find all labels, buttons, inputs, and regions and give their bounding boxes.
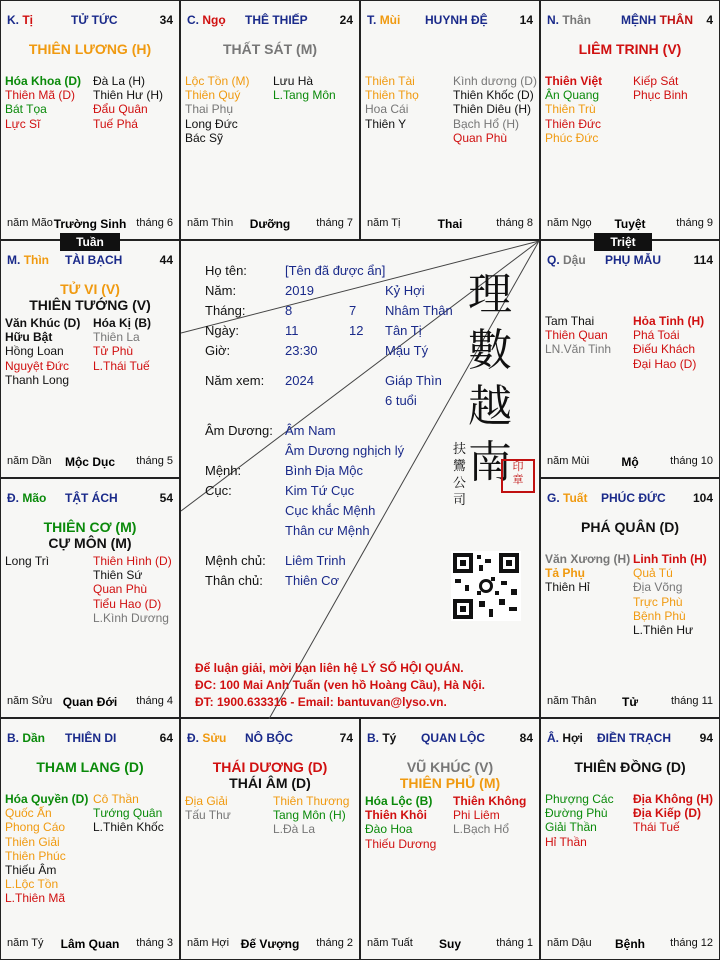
- palace-month: tháng 8: [496, 217, 533, 229]
- palace-header: [7, 13, 173, 29]
- hour-label: Giờ:: [205, 343, 231, 358]
- minor-star: Thiên Hư (H): [93, 88, 164, 103]
- minor-star: Long Trì: [5, 554, 50, 568]
- amduong-note: Âm Dương nghịch lý: [285, 443, 405, 458]
- life-stage: Lâm Quan: [60, 937, 120, 951]
- palace-number: 94: [699, 731, 713, 745]
- amduong-value: Âm Nam: [285, 423, 336, 438]
- month-solar: 8: [285, 303, 293, 318]
- year-can: Kỷ Hợi: [385, 283, 425, 298]
- minor-star: Hóa Quyền (D): [5, 792, 89, 806]
- palace-month: tháng 6: [136, 217, 173, 229]
- minor-star: Kiếp Sát: [633, 74, 679, 88]
- branch-name: Sửu: [202, 731, 227, 745]
- branch-name: Thân: [562, 13, 592, 27]
- calligraphy-logo: 理 數 越 南: [468, 269, 512, 488]
- cuc-note: Cục khắc Mệnh: [285, 503, 376, 518]
- palace-name: THÊ THIẾP: [245, 13, 308, 27]
- minor-star: Tang Môn (H): [273, 808, 346, 823]
- star-list-right: [633, 74, 688, 102]
- branch-name: Tuất: [563, 491, 588, 505]
- minor-star: Kình dương (D): [453, 74, 537, 88]
- palace-month: tháng 4: [136, 695, 173, 707]
- palace-name: TẬT ÁCH: [65, 491, 118, 505]
- day-lunar: 12: [349, 323, 364, 338]
- triet-marker: Triệt: [594, 233, 652, 251]
- minor-star: Cô Thần: [93, 792, 139, 806]
- palace-name: QUAN LỘC: [421, 731, 485, 745]
- seal-small-text: 扶鸞公司: [453, 442, 467, 508]
- minor-star: Thiên Sứ: [93, 568, 143, 583]
- minor-star: Thiên Hình (D): [93, 554, 172, 568]
- star-list-left: [185, 794, 231, 822]
- day-solar: 11: [285, 323, 299, 338]
- amduong-label: Âm Dương:: [205, 423, 273, 438]
- minor-star: Thiên Thọ: [365, 88, 419, 103]
- minor-star: Thiên Trù: [545, 102, 596, 117]
- than-cu-note: Thân cư Mệnh: [285, 523, 370, 538]
- minor-star: Văn Xương (H): [545, 552, 631, 566]
- palace-header: [547, 253, 713, 269]
- minor-star: Hữu Bật: [5, 330, 53, 345]
- minor-star: Thiên Phúc: [5, 848, 66, 863]
- thanchu-value: Thiên Cơ: [285, 573, 340, 588]
- palace-header: [367, 13, 533, 29]
- star-list-left: [5, 554, 49, 568]
- star-list-left: [545, 314, 611, 357]
- minor-star: Văn Khúc (D): [5, 316, 81, 330]
- minor-star: Tử Phù: [93, 344, 134, 359]
- year-label: Năm:: [205, 283, 237, 298]
- view-year-can: Giáp Thìn: [385, 373, 442, 388]
- palace-footer: [187, 217, 353, 231]
- palace-number: 64: [159, 731, 173, 745]
- palace-year: năm Thìn: [187, 217, 234, 229]
- star-list-right: [453, 794, 526, 837]
- minor-star: Phi Liêm: [453, 808, 500, 823]
- star-list-right: [93, 74, 163, 131]
- tuan-marker: Tuần: [60, 233, 120, 251]
- minor-star: Thiên Y: [365, 116, 407, 131]
- qr-code-icon[interactable]: [451, 551, 521, 621]
- minor-star: Thiên La: [93, 330, 140, 345]
- main-star: PHÁ QUÂN (D): [581, 519, 679, 535]
- main-star: CỰ MÔN (M): [48, 535, 132, 551]
- star-list-left: [5, 74, 81, 131]
- branch-prefix: K.: [7, 13, 19, 27]
- branch-prefix: N.: [547, 13, 559, 27]
- palace-header: [187, 13, 353, 29]
- palace-cell-ti[interactable]: [0, 0, 180, 240]
- main-star: THAM LANG (D): [36, 759, 144, 775]
- minor-star: Bát Tọa: [5, 102, 47, 117]
- palace-name: HUYNH ĐỆ: [425, 13, 488, 27]
- main-star: VŨ KHÚC (V): [406, 759, 494, 775]
- palace-month: tháng 1: [496, 937, 533, 949]
- star-list-left: [365, 74, 419, 131]
- palace-cell-ty[interactable]: [360, 718, 540, 960]
- minor-star: Hỉ Thần: [545, 834, 587, 849]
- minor-star: Đà La (H): [93, 74, 146, 88]
- minor-star: Lưu Hà: [273, 74, 314, 88]
- palace-name: PHỤ MẪU: [605, 253, 661, 267]
- minor-star: Trực Phù: [633, 594, 683, 609]
- view-year-value: 2024: [285, 373, 314, 388]
- palace-name: NÔ BỘC: [245, 731, 293, 745]
- branch-name: Ngọ: [202, 13, 226, 27]
- palace-cell-mao[interactable]: [0, 478, 180, 718]
- minor-star: Quan Phù: [453, 130, 508, 145]
- minor-star: Hoa Cái: [365, 102, 409, 117]
- palace-footer: [547, 217, 713, 231]
- palace-number: 114: [693, 253, 713, 267]
- minor-star: Đường Phù: [545, 806, 608, 821]
- minor-star: Quả Tú: [633, 566, 673, 581]
- star-list-right: [633, 792, 713, 835]
- star-list-left: [185, 74, 249, 145]
- minor-star: Phượng Các: [545, 792, 614, 806]
- star-list-left: [545, 792, 614, 849]
- branch-name: Thìn: [23, 253, 50, 267]
- palace-cell-tuat[interactable]: [540, 478, 720, 718]
- main-star: THIÊN TƯỚNG (V): [29, 297, 151, 313]
- minor-star: L.Kình Dương: [93, 610, 169, 625]
- palace-number: 104: [692, 491, 713, 505]
- palace-footer: [7, 455, 173, 469]
- branch-prefix: B.: [367, 731, 379, 745]
- minor-star: Tiểu Hao (D): [93, 596, 162, 611]
- palace-cell-hoi[interactable]: [540, 718, 720, 960]
- main-star: THIÊN CƠ (M): [43, 519, 137, 535]
- minor-star: Đẩu Quân: [93, 102, 148, 117]
- minor-star: Phong Cáo: [5, 820, 66, 835]
- palace-month: tháng 7: [316, 217, 353, 229]
- minor-star: Quốc Ấn: [5, 806, 52, 821]
- minor-star: Long Đức: [185, 116, 238, 131]
- palace-number: 24: [339, 13, 353, 27]
- palace-year: năm Thân: [547, 695, 597, 707]
- minor-star: Thiên Thương: [273, 794, 350, 808]
- palace-year: năm Ngọ: [547, 217, 592, 229]
- star-list-left: [545, 552, 630, 595]
- palace-name: ĐIỀN TRẠCH: [597, 731, 671, 745]
- month-label: Tháng:: [205, 303, 246, 318]
- palace-number: 54: [159, 491, 173, 505]
- minor-star: Địa Kiếp (D): [633, 806, 702, 821]
- palace-year: năm Hợi: [187, 937, 230, 949]
- star-list-right: [453, 74, 537, 145]
- palace-cell-suu[interactable]: [180, 718, 360, 960]
- minor-star: L.Thiên Khốc: [93, 820, 164, 835]
- day-can: Tân Tị: [385, 323, 422, 338]
- minor-star: L.Thiên Mã: [5, 891, 66, 906]
- minor-star: Phá Toái: [633, 328, 680, 343]
- branch-prefix: G.: [547, 491, 560, 505]
- age-value: 6 tuổi: [385, 393, 417, 408]
- contact-line-1: Để luận giải, mời bạn liên hệ LÝ SỐ HỘI QUÁN.: [195, 661, 464, 675]
- minor-star: Bệnh Phù: [633, 608, 686, 623]
- minor-star: Bác Sỹ: [185, 130, 224, 145]
- star-list-right: [93, 554, 172, 625]
- minor-star: Đại Hao (D): [633, 356, 697, 371]
- day-label: Ngày:: [205, 323, 239, 338]
- minor-star: LN.Văn Tinh: [545, 342, 612, 357]
- branch-prefix: Q.: [547, 253, 560, 267]
- minor-star: Thiên Tài: [365, 74, 415, 88]
- cuc-label: Cục:: [205, 483, 232, 498]
- palace-name: TỬ TỨC: [71, 13, 118, 27]
- palace-footer: [547, 695, 713, 709]
- main-star: THÁI ÂM (D): [229, 775, 311, 791]
- minor-star: Thiếu Âm: [5, 862, 57, 877]
- minor-star: Quan Phù: [93, 582, 148, 597]
- minor-star: Thái Tuế: [633, 820, 680, 835]
- star-list-left: [365, 794, 436, 851]
- branch-name: Tý: [382, 731, 397, 745]
- minor-star: Thiên Mã (D): [5, 88, 76, 103]
- palace-year: năm Dậu: [547, 937, 592, 949]
- minor-star: Thanh Long: [5, 372, 70, 387]
- life-stage: Mộc Dục: [64, 455, 115, 469]
- star-list-right: [93, 316, 151, 373]
- palace-header: [7, 253, 173, 269]
- hour-can: Mậu Tý: [385, 343, 429, 358]
- palace-number: 14: [519, 13, 533, 27]
- palace-footer: [367, 937, 533, 951]
- palace-cell-dau[interactable]: [540, 240, 720, 478]
- minor-star: Thiên Việt: [545, 74, 603, 88]
- menh-value: Bình Địa Mộc: [285, 463, 364, 478]
- life-stage: Bệnh: [615, 937, 645, 951]
- year-solar: 2019: [285, 283, 314, 298]
- star-list-right: [93, 792, 164, 835]
- palace-footer: [547, 937, 713, 951]
- branch-prefix: B.: [7, 731, 19, 745]
- palace-cell-than[interactable]: [540, 0, 720, 240]
- minor-star: Hồng Loan: [5, 344, 64, 359]
- cuc-value: Kim Tứ Cục: [285, 483, 355, 498]
- palace-header: [547, 13, 713, 29]
- minor-star: Thiếu Dương: [365, 836, 437, 851]
- minor-star: L.Thái Tuế: [93, 358, 150, 373]
- palace-number: 4: [706, 13, 713, 27]
- palace-name: TÀI BẠCH: [65, 253, 123, 267]
- life-stage: Dưỡng: [249, 217, 291, 231]
- palace-year: năm Tị: [367, 217, 401, 229]
- minor-star: Thiên Đức: [545, 116, 602, 131]
- minor-star: Phục Binh: [633, 88, 688, 103]
- palace-cell-dan[interactable]: [0, 718, 180, 960]
- minor-star: Thiên Quan: [545, 328, 608, 343]
- palace-footer: [547, 455, 713, 469]
- menh-label: Mệnh:: [205, 463, 242, 478]
- contact-address: ĐC: 100 Mai Anh Tuấn (ven hồ Hoàng Cầu), Hà Nội.: [195, 678, 486, 692]
- view-year-label: Năm xem:: [205, 373, 265, 388]
- branch-prefix: Â.: [547, 731, 559, 745]
- palace-year: năm Sửu: [7, 695, 53, 707]
- star-list-right: [633, 552, 707, 637]
- month-can: Nhâm Thân: [385, 303, 453, 318]
- minor-star: Lực Sĩ: [5, 116, 41, 131]
- menhchu-label: Mệnh chủ:: [205, 553, 266, 568]
- palace-year: năm Tý: [7, 937, 44, 949]
- minor-star: Điếu Khách: [633, 342, 696, 357]
- branch-name: Tị: [22, 13, 34, 27]
- palace-name: PHÚC ĐỨC: [601, 491, 666, 505]
- palace-header: [547, 491, 713, 507]
- minor-star: Tấu Thư: [185, 808, 231, 823]
- minor-star: Thiên Diêu (H): [453, 102, 532, 117]
- minor-star: Linh Tinh (H): [633, 552, 707, 566]
- branch-name: Dần: [22, 731, 46, 745]
- palace-number: 74: [339, 731, 353, 745]
- star-list-left: [5, 316, 80, 387]
- minor-star: Bạch Hổ (H): [453, 116, 520, 131]
- minor-star: Tuế Phá: [93, 116, 138, 131]
- main-star: THẤT SÁT (M): [222, 41, 318, 57]
- main-star: TỬ VI (V): [60, 281, 120, 297]
- branch-prefix: Đ.: [7, 491, 19, 505]
- palace-cell-ngo[interactable]: [180, 0, 360, 240]
- minor-star: Thiên Giải: [5, 834, 60, 849]
- minor-star: Tướng Quân: [93, 806, 163, 821]
- minor-star: Đào Hoa: [365, 822, 413, 837]
- minor-star: L.Tang Môn: [273, 88, 336, 103]
- main-star: THIÊN LƯƠNG (H): [28, 41, 152, 57]
- star-list-right: [273, 794, 349, 837]
- palace-number: 44: [159, 253, 173, 267]
- palace-month: tháng 5: [136, 455, 173, 467]
- minor-star: Tam Thai: [545, 314, 595, 328]
- palace-year: năm Tuất: [367, 937, 413, 949]
- palace-number: 84: [519, 731, 533, 745]
- minor-star: Hóa Kị (B): [93, 316, 151, 330]
- minor-star: Thiên Hỉ: [545, 580, 590, 595]
- main-star: THIÊN ĐỒNG (D): [574, 759, 686, 775]
- minor-star: Thai Phụ: [185, 102, 234, 117]
- chart-center-panel: [180, 240, 540, 718]
- branch-name: Dậu: [563, 253, 586, 267]
- palace-month: tháng 3: [136, 937, 173, 949]
- palace-month: tháng 10: [670, 455, 713, 467]
- palace-month: tháng 9: [676, 217, 713, 229]
- palace-header: [187, 731, 353, 747]
- palace-footer: [7, 695, 173, 709]
- palace-header: [7, 731, 173, 747]
- menhchu-value: Liêm Trinh: [285, 553, 346, 568]
- branch-name: Mùi: [379, 13, 401, 27]
- life-stage: Thai: [437, 217, 463, 231]
- star-list-right: [273, 74, 336, 102]
- palace-year: năm Mão: [7, 217, 53, 229]
- life-stage: Tuyệt: [614, 217, 646, 231]
- palace-year: năm Dần: [7, 455, 52, 467]
- minor-star: Lộc Tồn (M): [185, 74, 250, 88]
- red-stamp-icon: 印 章: [501, 459, 535, 493]
- palace-footer: [367, 217, 533, 231]
- minor-star: L.Lộc Tồn: [5, 877, 59, 892]
- hour-value: 23:30: [285, 343, 318, 358]
- palace-month: tháng 11: [670, 695, 713, 707]
- minor-star: Thiên Không: [453, 794, 527, 808]
- branch-name: Hợi: [562, 731, 583, 745]
- palace-footer: [187, 937, 353, 951]
- palace-month: tháng 2: [316, 937, 353, 949]
- minor-star: Thiên Khốc (D): [453, 88, 534, 103]
- minor-star: Thiên Khôi: [365, 808, 427, 823]
- star-list-left: [545, 74, 602, 145]
- branch-prefix: Đ.: [187, 731, 199, 745]
- life-stage: Trường Sinh: [53, 217, 127, 231]
- main-star: LIÊM TRINH (V): [578, 41, 682, 57]
- minor-star: L.Bạch Hổ: [453, 822, 510, 837]
- name-label: Họ tên:: [205, 263, 247, 278]
- star-list-right: [633, 314, 704, 371]
- palace-header: [547, 731, 713, 747]
- main-star: THÁI DƯƠNG (D): [212, 759, 328, 775]
- month-lunar: 7: [349, 303, 357, 318]
- branch-prefix: M.: [7, 253, 21, 267]
- palace-header: [7, 491, 173, 507]
- palace-month: tháng 12: [670, 937, 713, 949]
- minor-star: Địa Võng: [633, 580, 683, 595]
- minor-star: Hóa Lộc (B): [365, 794, 433, 808]
- main-star: THIÊN PHỦ (M): [399, 775, 501, 791]
- thanchu-label: Thân chủ:: [205, 573, 263, 588]
- minor-star: L.Thiên Hư: [633, 622, 694, 637]
- branch-name: Mão: [22, 491, 47, 505]
- branch-prefix: C.: [187, 13, 199, 27]
- minor-star: Ân Quang: [545, 88, 600, 103]
- minor-star: Tả Phụ: [545, 566, 586, 581]
- minor-star: Giải Thần: [545, 820, 597, 835]
- minor-star: Hóa Khoa (D): [5, 74, 81, 88]
- life-stage: Suy: [438, 937, 461, 951]
- life-stage: Mộ: [621, 455, 639, 469]
- minor-star: Nguyệt Đức: [5, 358, 70, 373]
- palace-cell-mui[interactable]: [360, 0, 540, 240]
- palace-number: 34: [159, 13, 173, 27]
- palace-footer: [7, 937, 173, 951]
- minor-star: Thiên Quý: [185, 88, 241, 103]
- life-stage: Quan Đới: [62, 695, 118, 709]
- palace-header: [367, 731, 533, 747]
- star-list-left: [5, 792, 88, 906]
- life-stage: Tử: [621, 695, 639, 709]
- name-value: [Tên đã được ẩn]: [285, 263, 386, 278]
- contact-phone-email[interactable]: ĐT: 1900.633316 - Email: bantuvan@lyso.vn.: [195, 695, 447, 709]
- palace-year: năm Mùi: [547, 455, 590, 467]
- palace-name: MỆNH: [621, 13, 657, 27]
- palace-footer: [7, 217, 173, 231]
- minor-star: Phúc Đức: [545, 130, 599, 145]
- branch-prefix: T.: [367, 13, 377, 27]
- palace-cell-thin[interactable]: [0, 240, 180, 478]
- minor-star: Hỏa Tinh (H): [633, 314, 705, 328]
- minor-star: L.Đà La: [273, 822, 316, 837]
- life-stage: Đế Vượng: [240, 937, 300, 951]
- than-tag: THÂN: [659, 13, 693, 27]
- palace-name: THIÊN DI: [65, 731, 117, 745]
- minor-star: Địa Giải: [185, 794, 228, 808]
- minor-star: Địa Không (H): [633, 792, 713, 806]
